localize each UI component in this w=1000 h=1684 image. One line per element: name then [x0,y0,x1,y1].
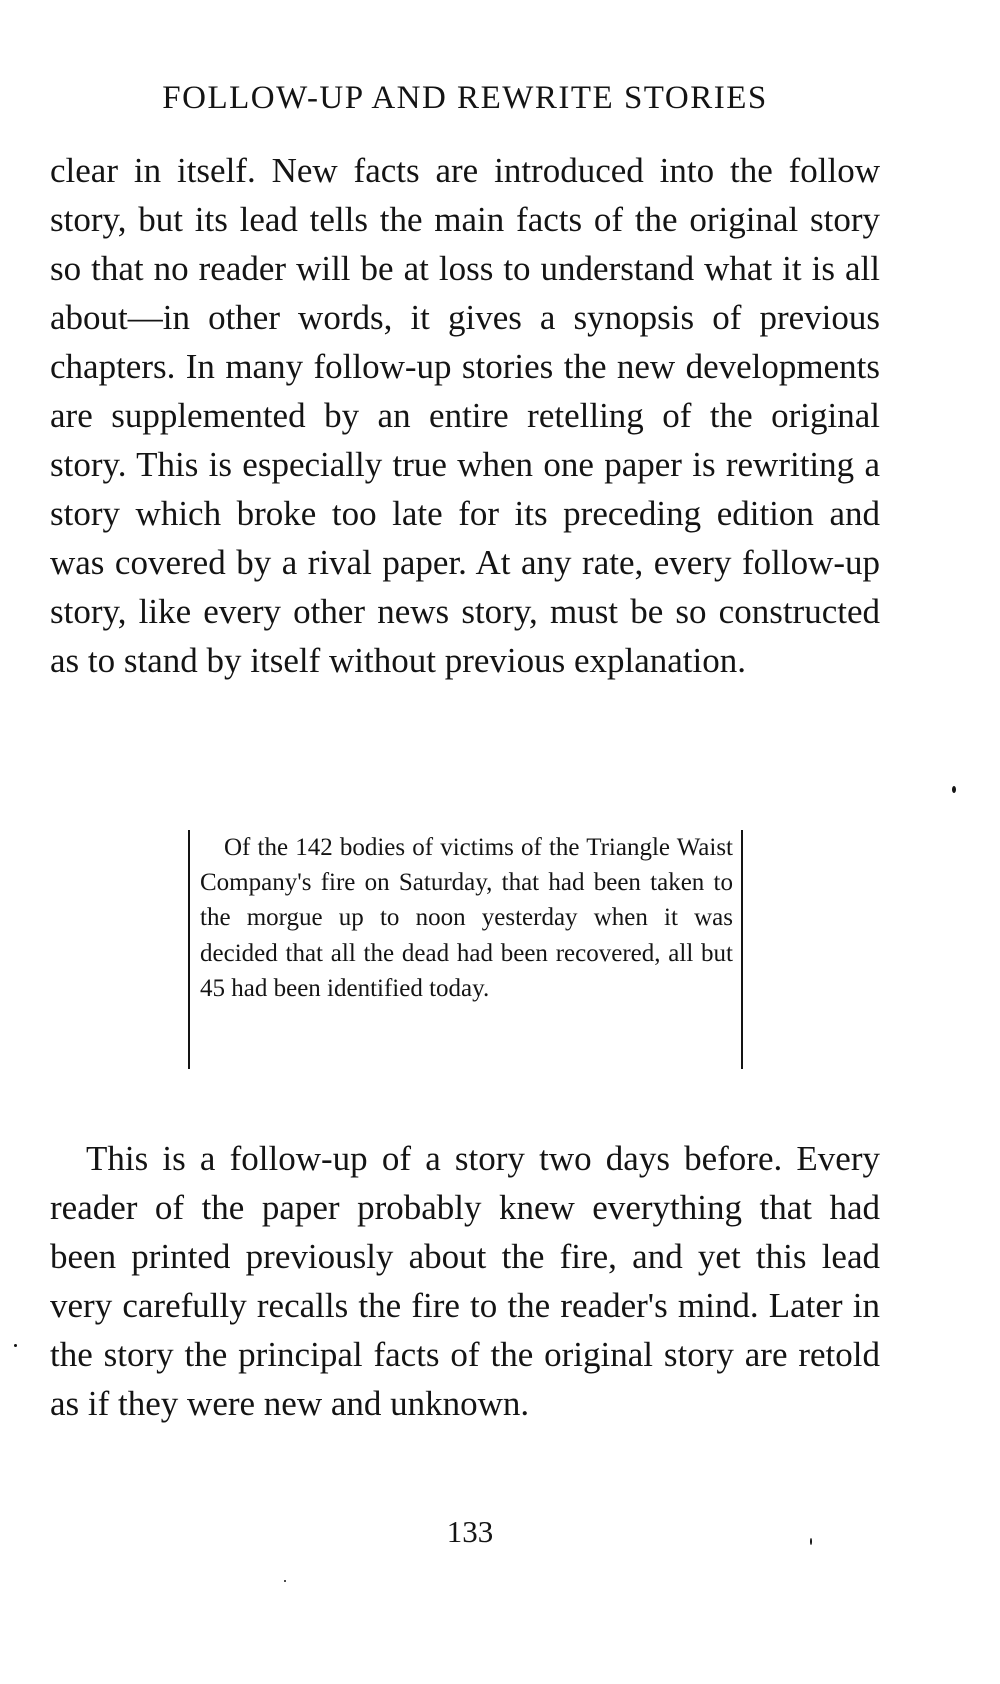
body-paragraph: clear in itself. New facts are introduced into the follow story, but its lead tells the main facts of the original story so that no reader will be at loss to understand what it is all about—in other words, it gives a synopsis of previous chapters. In many follow-up stories the new developments are supplemented by an entire retelling of the original story. This is especially true when one paper is rewriting a story which broke too late for its preceding edition and was covered by a rival paper. At any rate, every follow-up story, like every other news story, must be so constructed as to stand by itself without previous explanation. [50,151,880,680]
example-lead-quote [188,830,743,1069]
scan-speck [952,786,956,793]
scan-speck [810,1538,812,1545]
quote-text: Of the 142 bodies of victims of the Triangle Waist Company's fire on Saturday, that had been taken to the morgue up to noon yesterday when it was decided that all the dead had been recovered, all but 45 had been identified today. [200,834,733,1002]
running-head: FOLLOW-UP AND REWRITE STORIES [162,80,768,116]
scan-speck [14,1344,17,1347]
page-number: 133 [446,1514,494,1549]
scan-speck [284,1580,286,1582]
body-paragraph: This is a follow-up of a story two days before. Every reader of the paper probably knew everything that had been printed previously about the fire, and yet this lead very carefully recalls the fire to the reader's mind. Later in the story the principal facts of the original story are retold as if they were new and unknown. [50,1139,880,1423]
